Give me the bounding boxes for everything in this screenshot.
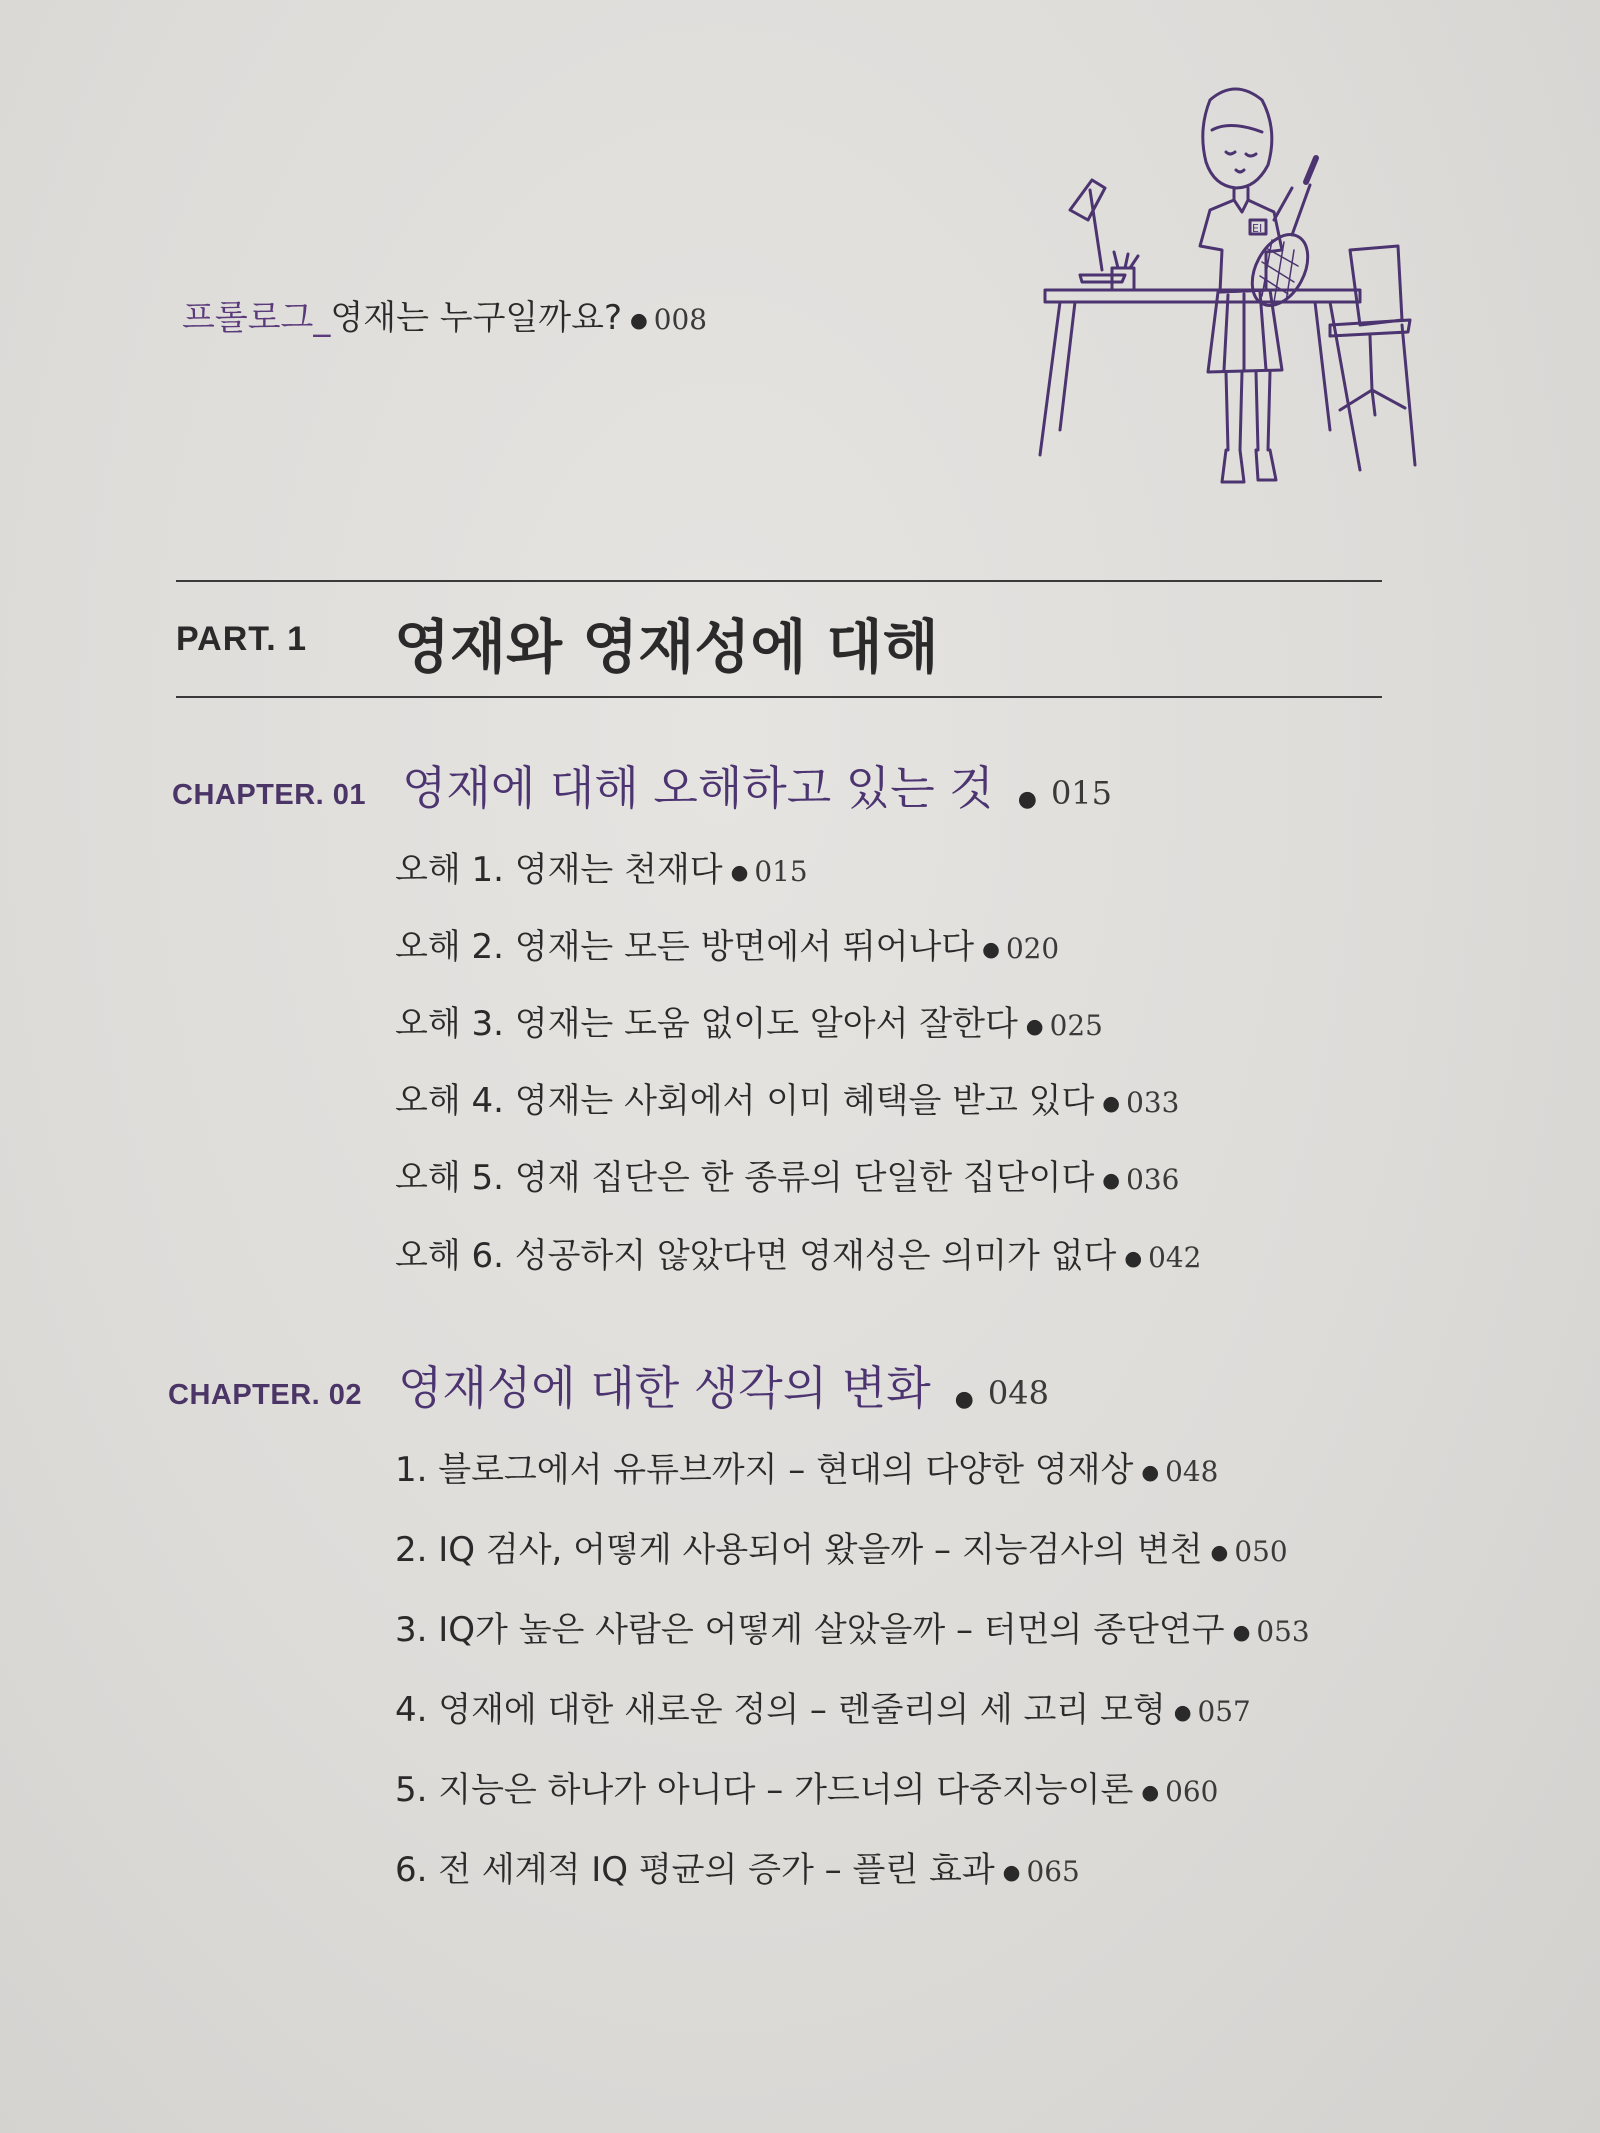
toc-item-ch2-4[interactable]: [395, 1682, 1251, 1731]
toc-item-page: 020: [1005, 932, 1060, 965]
toc-item-text: 2. IQ 검사, 어떻게 사용되어 왔을까 – 지능검사의 변천: [395, 1530, 1203, 1570]
part-bottom-rule: [176, 696, 1382, 698]
toc-item-text: 1. 블로그에서 유튜브까지 – 현대의 다양한 영재상: [395, 1450, 1134, 1490]
toc-item-ch1-1[interactable]: [395, 842, 808, 891]
toc-item-ch2-5[interactable]: [395, 1762, 1218, 1811]
bullet-dot-icon: ●: [1025, 1013, 1044, 1038]
toc-item-text: 오해 2. 영재는 모든 방면에서 뛰어나다: [395, 927, 975, 967]
toc-item-page: 025: [1049, 1009, 1103, 1042]
bullet-dot-icon: ●: [1173, 1699, 1192, 1724]
toc-item-page: 065: [1026, 1855, 1080, 1888]
chapter-02-page-number: 048: [987, 1374, 1049, 1412]
bullet-dot-icon: ●: [1210, 1539, 1229, 1564]
bullet-dot-icon: ●: [954, 1387, 974, 1412]
chapter-01-label: CHAPTER. 01: [172, 779, 367, 811]
toc-item-text: 3. IQ가 높은 사람은 어떻게 살았을까 – 터먼의 종단연구: [395, 1610, 1225, 1650]
toc-item-page: 053: [1256, 1615, 1310, 1648]
chapter-02-label: CHAPTER. 02: [168, 1379, 363, 1411]
bullet-dot-icon: ●: [1141, 1779, 1160, 1804]
bullet-dot-icon: ●: [1102, 1167, 1121, 1192]
toc-item-ch2-1[interactable]: [395, 1442, 1218, 1491]
bullet-dot-icon: ●: [630, 307, 648, 332]
bullet-dot-icon: ●: [982, 936, 1000, 961]
toc-item-page: 057: [1197, 1695, 1251, 1728]
bullet-dot-icon: ●: [1232, 1619, 1251, 1644]
chapter-02-heading[interactable]: [168, 1352, 1049, 1418]
part-top-rule: [176, 580, 1382, 582]
chair-icon: [1330, 246, 1415, 465]
toc-item-page: 050: [1234, 1535, 1288, 1568]
chapter-01-heading[interactable]: [172, 752, 1112, 818]
chapter-02-title: 영재성에 대한 생각의 변화: [398, 1361, 931, 1415]
girl-figure-icon: [1200, 89, 1292, 482]
girl-at-desk-illustration: [1030, 70, 1430, 490]
toc-item-text: 6. 전 세계적 IQ 평균의 증가 – 플린 효과: [395, 1850, 995, 1890]
toc-item-text: 오해 4. 영재는 사회에서 이미 혜택을 받고 있다: [395, 1081, 1095, 1121]
bullet-dot-icon: ●: [730, 859, 749, 884]
bullet-dot-icon: ●: [1141, 1459, 1160, 1484]
bullet-dot-icon: ●: [1102, 1090, 1121, 1115]
toc-item-ch2-2[interactable]: [395, 1522, 1288, 1571]
toc-item-ch2-3[interactable]: [395, 1602, 1310, 1651]
prologue-entry[interactable]: [182, 290, 707, 339]
toc-item-page: 036: [1126, 1163, 1180, 1196]
chapter-01-title: 영재에 대해 오해하고 있는 것: [402, 761, 994, 815]
toc-item-ch1-6[interactable]: [395, 1228, 1201, 1277]
toc-item-text: 오해 1. 영재는 천재다: [395, 850, 723, 890]
toc-item-text: 오해 6. 성공하지 않았다면 영재성은 의미가 없다: [395, 1236, 1117, 1276]
bullet-dot-icon: ●: [1017, 787, 1037, 812]
toc-item-page: 048: [1165, 1455, 1219, 1488]
part-title: 영재와 영재성에 대해: [394, 613, 939, 681]
toc-item-page: 042: [1148, 1241, 1202, 1274]
toc-item-ch1-3[interactable]: [395, 996, 1103, 1045]
toc-item-ch1-5[interactable]: [395, 1150, 1179, 1199]
toc-item-ch2-6[interactable]: [395, 1842, 1080, 1891]
toc-item-page: 033: [1126, 1086, 1180, 1119]
bullet-dot-icon: ●: [1002, 1859, 1021, 1884]
toc-item-ch1-4[interactable]: [395, 1073, 1179, 1122]
toc-item-page: 015: [754, 855, 808, 888]
toc-item-text: 오해 5. 영재 집단은 한 종류의 단일한 집단이다: [395, 1158, 1095, 1198]
prologue-page-number: 008: [653, 303, 708, 336]
prologue-title: 영재는 누구일까요?: [330, 298, 622, 338]
bullet-dot-icon: ●: [1124, 1245, 1143, 1270]
shirt-text: EI: [1252, 222, 1263, 235]
part-header[interactable]: [176, 600, 1382, 690]
pencil-cup-icon: [1112, 252, 1138, 290]
toc-item-page: 060: [1165, 1775, 1219, 1808]
toc-item-text: 오해 3. 영재는 도움 없이도 알아서 잘한다: [395, 1004, 1018, 1044]
toc-item-text: 5. 지능은 하나가 아니다 – 가드너의 다중지능이론: [395, 1770, 1134, 1810]
prologue-label: 프롤로그_: [182, 298, 331, 338]
toc-item-ch1-2[interactable]: [395, 919, 1059, 968]
desk-icon: [1040, 290, 1360, 470]
part-label: PART. 1: [176, 620, 308, 658]
toc-item-text: 4. 영재에 대한 새로운 정의 – 렌줄리의 세 고리 모형: [395, 1690, 1166, 1730]
chapter-01-page-number: 015: [1050, 774, 1113, 812]
